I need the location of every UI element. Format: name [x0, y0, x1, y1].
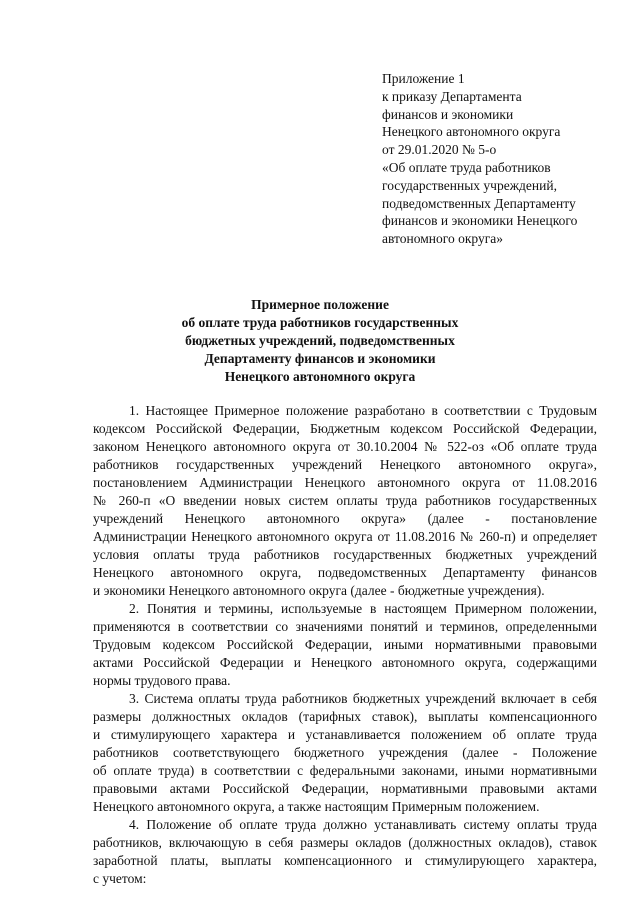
- paragraph-line: условия оплаты труда работников государственных бюджетных учреждений: [93, 547, 597, 562]
- paragraph-4: [93, 816, 597, 888]
- paragraph-2: [93, 600, 597, 690]
- appendix-line: автономного округа»: [382, 231, 503, 247]
- paragraph-1: [93, 402, 597, 600]
- paragraph-line: заработной платы, выплаты компенсационного и стимулирующего характера,: [93, 853, 597, 868]
- paragraph-line: применяются в соответствии со значениями понятий и терминов, определенными: [93, 619, 597, 634]
- paragraph-line: и стимулирующего характера и устанавливается положением об оплате труда: [93, 727, 597, 742]
- paragraph-line: актами Российской Федерации и Ненецкого автономного округа, содержащими: [93, 655, 597, 670]
- paragraph-line: 2. Понятия и термины, используемые в настоящем Примерном положении,: [129, 601, 597, 616]
- document-title: [90, 296, 550, 386]
- title-line: Примерное положение: [251, 297, 389, 312]
- paragraph-line: об оплате труда) в соответствии с федеральными законами, иными нормативными: [93, 763, 597, 778]
- appendix-line: государственных учреждений,: [382, 177, 557, 193]
- paragraph-line: работников, включающую в себя размеры окладов (должностных окладов), ставок: [93, 835, 597, 850]
- paragraph-line: с учетом:: [93, 871, 147, 886]
- paragraph-line: 3. Система оплаты труда работников бюджетных учреждений включает в себя: [129, 691, 597, 706]
- paragraph-line: размеры должностных окладов (тарифных ставок), выплаты компенсационного: [93, 709, 597, 724]
- title-line: бюджетных учреждений, подведомственных: [185, 333, 455, 348]
- document-body: [93, 402, 597, 888]
- paragraph-line: 1. Настоящее Примерное положение разработано в соответствии с Трудовым: [129, 403, 597, 418]
- title-line: об оплате труда работников государственных: [181, 315, 459, 330]
- paragraph-line: Администрации Ненецкого автономного округа от 11.08.2016 № 260-п) и определяет: [93, 529, 597, 544]
- appendix-line: подведомственных Департаменту: [382, 195, 576, 211]
- appendix-header: [382, 70, 622, 248]
- title-line: Департаменту финансов и экономики: [204, 351, 436, 366]
- paragraph-line: № 260-п «О введении новых систем оплаты труда работников государственных: [93, 493, 597, 508]
- paragraph-line: кодексом Российской Федерации, Бюджетным кодексом Российской Федерации,: [93, 421, 597, 436]
- paragraph-line: правовыми актами Российской Федерации, нормативными правовыми актами: [93, 781, 597, 796]
- paragraph-line: и экономики Ненецкого автономного округа (далее - бюджетные учреждения).: [93, 583, 545, 598]
- paragraph-line: учреждений Ненецкого автономного округа» (далее - постановление: [93, 511, 597, 526]
- appendix-line: Приложение 1: [382, 71, 465, 86]
- appendix-line: Ненецкого автономного округа: [382, 124, 561, 140]
- paragraph-line: законом Ненецкого автономного округа от 30.10.2004 № 522-оз «Об оплате труда: [93, 439, 597, 454]
- appendix-line: финансов и экономики: [382, 106, 514, 122]
- paragraph-line: работников государственных учреждений Ненецкого автономного округа»,: [93, 457, 597, 472]
- paragraph-line: работников соответствующего бюджетного учреждения (далее - Положение: [93, 745, 597, 760]
- paragraph-line: Трудовым кодексом Российской Федерации, иными нормативными правовыми: [93, 637, 597, 652]
- paragraph-line: нормы трудового права.: [93, 673, 231, 688]
- appendix-line: «Об оплате труда работников: [382, 159, 551, 175]
- paragraph-line: Ненецкого автономного округа, подведомственных Департаменту финансов: [93, 565, 597, 580]
- title-line: Ненецкого автономного округа: [224, 369, 416, 384]
- paragraph-line: Ненецкого автономного округа, а также настоящим Примерным положением.: [93, 799, 540, 814]
- paragraph-3: [93, 690, 597, 816]
- paragraph-line: постановлением Администрации Ненецкого автономного округа от 11.08.2016: [93, 475, 597, 490]
- appendix-line: к приказу Департамента: [382, 88, 522, 104]
- appendix-line: от 29.01.2020 № 5-о: [382, 142, 497, 158]
- appendix-line: финансов и экономики Ненецкого: [382, 213, 578, 229]
- paragraph-line: 4. Положение об оплате труда должно устанавливать систему оплаты труда: [129, 817, 597, 832]
